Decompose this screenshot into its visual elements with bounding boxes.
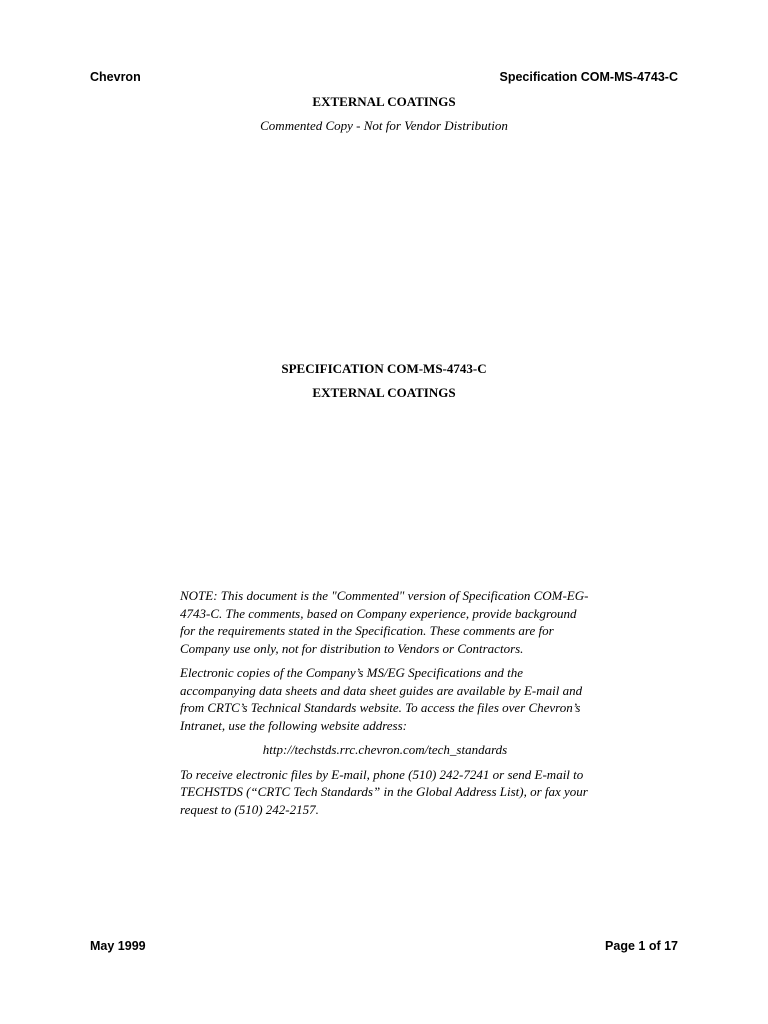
footer-date: May 1999 <box>90 939 146 953</box>
note-paragraph: NOTE: This document is the "Commented" version of Specification COM-EG-4743-C. The comments, based on Company experience, provide background for the requirements stated in the Specification. These comments are for Company use only, not for distribution to Vendors or Contractors. <box>180 588 589 656</box>
header-spec-number: Specification COM-MS-4743-C <box>499 70 678 84</box>
document-title: EXTERNAL COATINGS <box>312 94 456 109</box>
header-company: Chevron <box>90 70 141 84</box>
spec-subtitle: EXTERNAL COATINGS <box>312 385 456 400</box>
footer-page-number: Page 1 of 17 <box>605 939 678 953</box>
spec-title: SPECIFICATION COM-MS-4743-C <box>281 361 487 376</box>
document-subtitle: Commented Copy - Not for Vendor Distribution <box>260 118 508 133</box>
notes-section <box>180 587 590 825</box>
electronic-copies-paragraph: Electronic copies of the Company’s MS/EG Specifications and the accompanying data sheets and data sheet guides are available by E-mail and from CRTC’s Technical Standards website. To access the files over Chevron’s Intranet, use the following website address: <box>180 665 583 733</box>
receive-files-paragraph: To receive electronic files by E-mail, phone (510) 242-7241 or send E-mail to TECHSTDS (“CRTC Tech Standards” in the Global Address List), or fax your request to (510) 242-2157. <box>180 766 588 817</box>
website-url-link[interactable]: http://techstds.rrc.chevron.com/tech_standards <box>262 742 508 757</box>
